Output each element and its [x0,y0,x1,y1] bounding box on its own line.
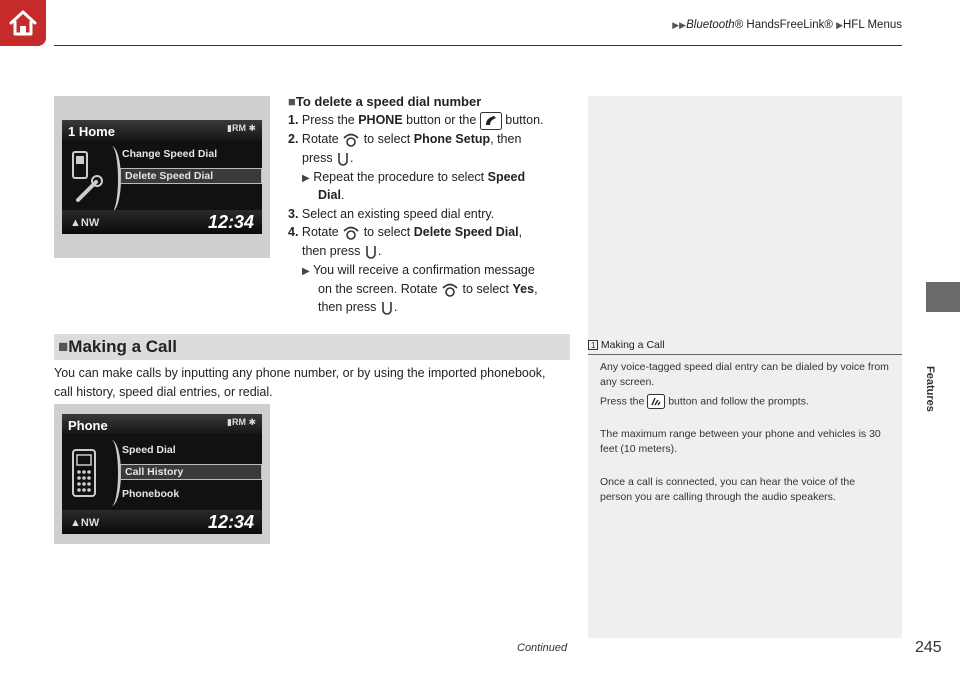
selector-knob-icon [342,225,360,241]
menu-item-delete-speed-dial[interactable]: Delete Speed Dial [120,168,262,184]
screen-clock: 12:34 [207,212,254,232]
signal-status: ▮RM ✱ [227,123,256,133]
section-body: You can make calls by inputting any phone number, or by using the imported phonebook, call history, speed dial entries, or redial. [54,366,546,399]
selector-knob-icon [342,132,360,148]
breadcrumb-handsfreelink[interactable]: ® HandsFreeLink® [734,19,833,31]
screen-phone-menu [62,414,262,534]
screen-arc [102,146,121,212]
step-4-sub: ▶ You will receive a confirmation message [302,263,535,277]
note-heading: 1 Making a Call [588,339,665,351]
step-4-cont: then press . [302,244,382,258]
home-icon [8,9,38,37]
compass-direction: ▲NW [70,217,100,229]
compass-direction: ▲NW [70,517,100,529]
screen-frame-delete [54,96,270,258]
menu-item-change-speed-dial[interactable]: Change Speed Dial [122,148,218,160]
step-4: 4. Rotate to select Delete Speed Dial, [288,225,523,239]
phone-settings-icon [70,150,104,206]
header-divider [54,45,902,46]
press-knob-icon [364,244,378,260]
note-paragraph-1: Any voice-tagged speed dial entry can be dialed by voice from any screen. [600,361,889,388]
screen-arc [102,440,121,506]
triangle-bullet-icon: ▶ [302,173,310,184]
step-2-sub-cont: Dial. [318,188,345,202]
step-1: 1. Press the PHONE button or the button. [288,111,544,130]
step-2: 2. Rotate to select Phone Setup, then [288,132,522,146]
signal-status: ▮RM ✱ [227,417,256,427]
note-paragraph-4: Once a call is connected, you can hear the voice of the person you are calling through the audio speakers. [600,476,856,503]
selector-knob-icon [441,282,459,298]
svg-text:1: 1 [591,341,596,351]
chapter-tab[interactable] [926,282,960,312]
step-3: 3. Select an existing speed dial entry. [288,207,495,221]
home-button[interactable] [0,0,46,46]
step-2-sub: ▶ Repeat the procedure to select Speed [302,170,526,184]
screen-delete-speed-dial [62,120,262,234]
subsection-heading: ■To delete a speed dial number [288,94,482,109]
phone-button-icon [480,112,502,130]
step-4-sub-cont2: then press . [318,300,398,314]
screen-clock: 12:34 [207,512,254,532]
menu-item-speed-dial[interactable]: Speed Dial [122,444,176,456]
breadcrumb-hfl-menus[interactable]: HFL Menus [842,19,902,31]
chevron-right-icon: ▶ [836,20,843,30]
press-knob-icon [380,300,394,316]
note-paragraph-2: Press the button and follow the prompts. [600,395,809,408]
menu-item-phonebook[interactable]: Phonebook [122,488,180,500]
bullet-square-icon: ■ [288,94,296,109]
note-divider [588,354,902,355]
note-paragraph-3: The maximum range between your phone and vehicles is 30 feet (10 meters). [600,428,881,455]
breadcrumb [672,19,902,31]
section-title: ■Making a Call [58,337,177,356]
screen-frame-phone [54,404,270,544]
bullet-square-icon: ■ [58,337,69,356]
chapter-label: Features [924,366,936,412]
triangle-bullet-icon: ▶ [302,266,310,277]
step-2-cont: press . [302,151,354,165]
note-marker-icon [588,340,598,350]
press-knob-icon [336,151,350,167]
continued-label: Continued [517,642,568,654]
talk-button-icon [647,394,665,409]
page-number: 245 [915,639,942,656]
phone-keypad-icon [70,448,98,500]
screen-title: Phone [68,418,108,433]
step-4-sub-cont: on the screen. Rotate to select Yes, [318,282,538,296]
chevron-right-icon: ▶▶ [672,20,687,30]
screen-title: 1 Home [68,124,115,139]
menu-item-call-history[interactable]: Call History [120,464,262,480]
breadcrumb-bluetooth[interactable]: Bluetooth [686,19,735,31]
